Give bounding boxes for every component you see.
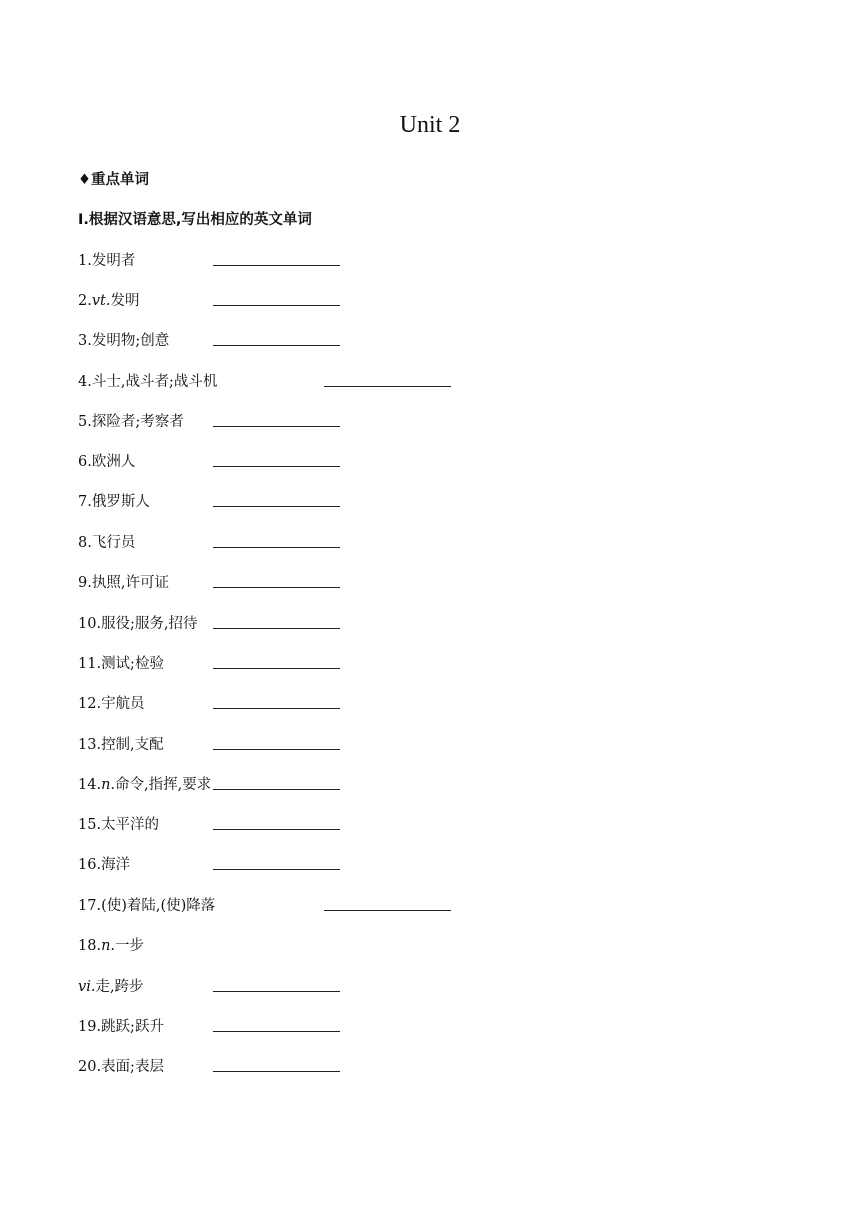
answer-blank[interactable] (213, 1071, 340, 1072)
answer-blank[interactable] (213, 708, 340, 709)
answer-blank[interactable] (213, 345, 340, 346)
page-title: Unit 2 (399, 112, 461, 138)
answer-blank[interactable] (213, 426, 340, 427)
answer-blank[interactable] (213, 1031, 340, 1032)
item-label: 10.服役;服务,招待 (78, 616, 198, 632)
item-label: vi.走,跨步 (78, 979, 144, 995)
item-label: 8.飞行员 (78, 535, 136, 551)
answer-blank[interactable] (213, 869, 340, 870)
item-label: 14.n.命令,指挥,要求 (78, 777, 212, 793)
item-label: 5.探险者;考察者 (78, 414, 184, 430)
exercise-instruction: Ⅰ.根据汉语意思,写出相应的英文单词 (78, 212, 312, 228)
item-label: 9.执照,许可证 (78, 575, 169, 591)
item-label: 16.海洋 (78, 857, 131, 873)
item-label: 19.跳跃;跃升 (78, 1019, 164, 1035)
answer-blank[interactable] (213, 305, 340, 306)
item-label: 17.(使)着陆,(使)降落 (78, 898, 216, 914)
answer-blank[interactable] (213, 789, 340, 790)
answer-blank[interactable] (213, 991, 340, 992)
answer-blank[interactable] (213, 628, 340, 629)
answer-blank[interactable] (213, 668, 340, 669)
answer-blank[interactable] (213, 829, 340, 830)
item-label: 20.表面;表层 (78, 1059, 164, 1075)
item-label: 12.宇航员 (78, 696, 145, 712)
item-label: 4.斗士,战斗者;战斗机 (78, 374, 218, 390)
answer-blank[interactable] (213, 587, 340, 588)
answer-blank[interactable] (213, 466, 340, 467)
section-heading: ♦重点单词 (78, 172, 149, 188)
answer-blank[interactable] (324, 386, 451, 387)
answer-blank[interactable] (213, 749, 340, 750)
answer-blank[interactable] (213, 506, 340, 507)
item-label: 13.控制,支配 (78, 737, 164, 753)
item-label: 1.发明者 (78, 253, 136, 269)
item-label: 2.vt.发明 (78, 293, 140, 309)
answer-blank[interactable] (213, 265, 340, 266)
answer-blank[interactable] (213, 547, 340, 548)
item-label: 11.测试;检验 (78, 656, 164, 672)
item-label: 7.俄罗斯人 (78, 494, 150, 510)
answer-blank[interactable] (324, 910, 451, 911)
item-label: 6.欧洲人 (78, 454, 136, 470)
item-label: 15.太平洋的 (78, 817, 160, 833)
item-label: 3.发明物;创意 (78, 333, 170, 349)
item-label: 18.n.一步 (78, 938, 145, 954)
